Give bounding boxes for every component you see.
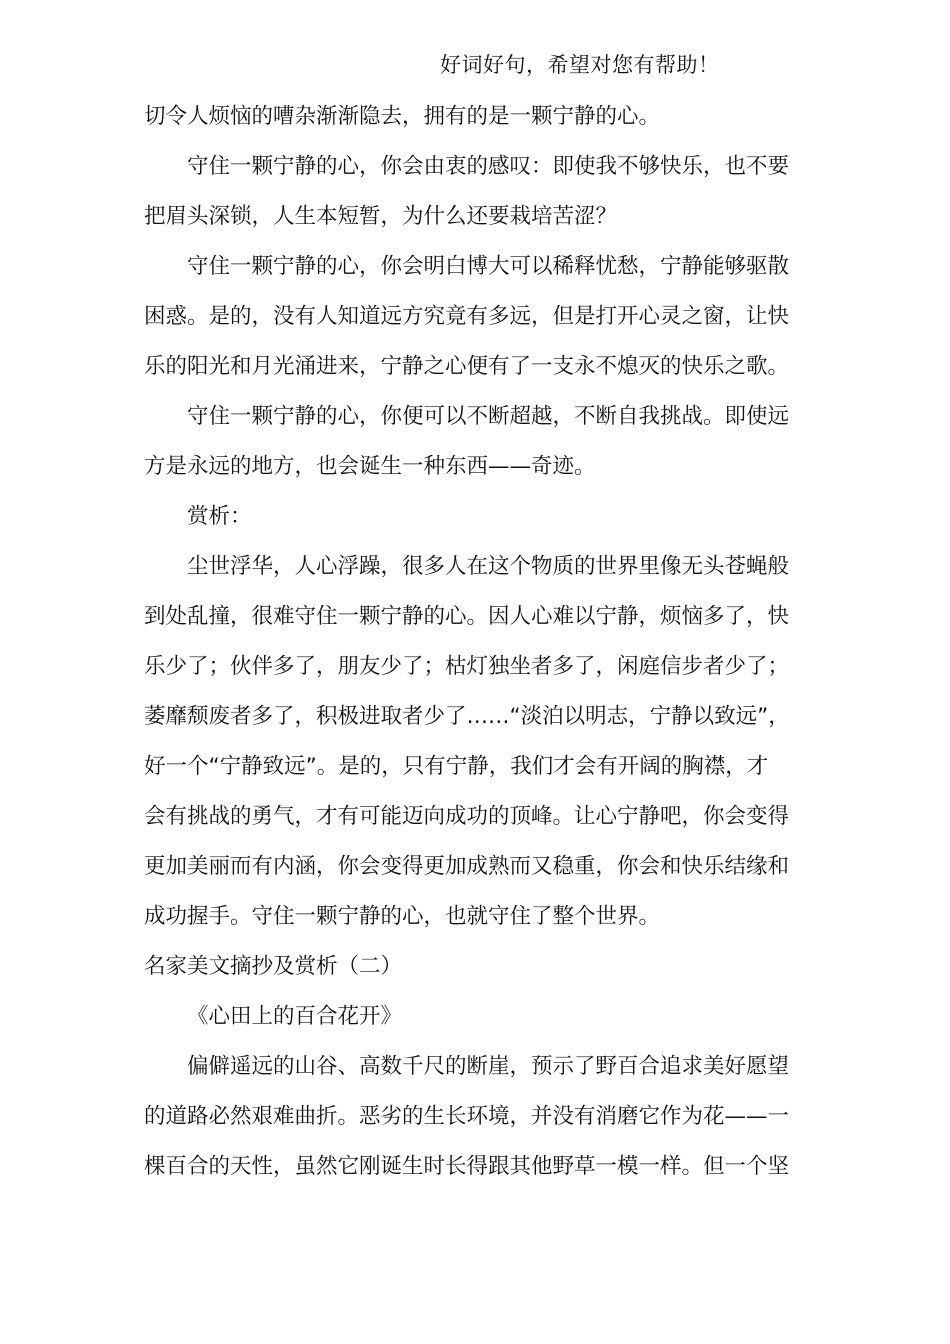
text-line: 困惑。是的，没有人知道远方究竟有多远，但是打开心灵之窗，让快	[144, 304, 790, 329]
text-line: 偏僻遥远的山谷、高数千尺的断崖，预示了野百合追求美好愿望	[187, 1054, 790, 1079]
text-line: 把眉头深锁，人生本短暂，为什么还要栽培苦涩？	[144, 204, 618, 229]
page-header: 好词好句，希望对您有帮助！	[440, 53, 720, 77]
text-line: 守住一颗宁静的心，你会明白博大可以稀释忧愁，宁静能够驱散	[187, 254, 790, 279]
text-line: 《心田上的百合花开》	[187, 1004, 403, 1029]
text-line: 赏析：	[187, 504, 252, 529]
document-body	[144, 98, 824, 1198]
text-line: 尘世浮华，人心浮躁，很多人在这个物质的世界里像无头苍蝇般	[187, 554, 790, 579]
text-line: 棵百合的天性，虽然它刚诞生时长得跟其他野草一模一样。但一个坚	[144, 1154, 790, 1179]
text-line: 方是永远的地方，也会诞生一种东西——奇迹。	[144, 454, 596, 479]
text-line: 会有挑战的勇气，才有可能迈向成功的顶峰。让心宁静吧，你会变得	[144, 804, 790, 829]
text-line: 萎靡颓废者多了，积极进取者少了……“淡泊以明志，宁静以致远”，	[144, 704, 790, 729]
text-line: 更加美丽而有内涵，你会变得更加成熟而又稳重，你会和快乐结缘和	[144, 854, 790, 879]
text-line: 乐少了；伙伴多了，朋友少了；枯灯独坐者多了，闲庭信步者少了；	[144, 654, 790, 679]
text-line: 守住一颗宁静的心，你会由衷的感叹：即使我不够快乐，也不要	[187, 154, 790, 179]
text-line: 切令人烦恼的嘈杂渐渐隐去，拥有的是一颗宁静的心。	[144, 104, 661, 129]
text-line: 的道路必然艰难曲折。恶劣的生长环境，并没有消磨它作为花——一	[144, 1104, 790, 1129]
text-line: 名家美文摘抄及赏析（二）	[144, 954, 403, 979]
text-line: 好一个“宁静致远”。是的，只有宁静，我们才会有开阔的胸襟，才	[144, 754, 769, 779]
text-line: 到处乱撞，很难守住一颗宁静的心。因人心难以宁静，烦恼多了，快	[144, 604, 790, 629]
text-line: 成功握手。守住一颗宁静的心，也就守住了整个世界。	[144, 904, 661, 929]
text-line: 守住一颗宁静的心，你便可以不断超越，不断自我挑战。即使远	[187, 404, 790, 429]
text-line: 乐的阳光和月光涌进来，宁静之心便有了一支永不熄灭的快乐之歌。	[144, 354, 790, 379]
